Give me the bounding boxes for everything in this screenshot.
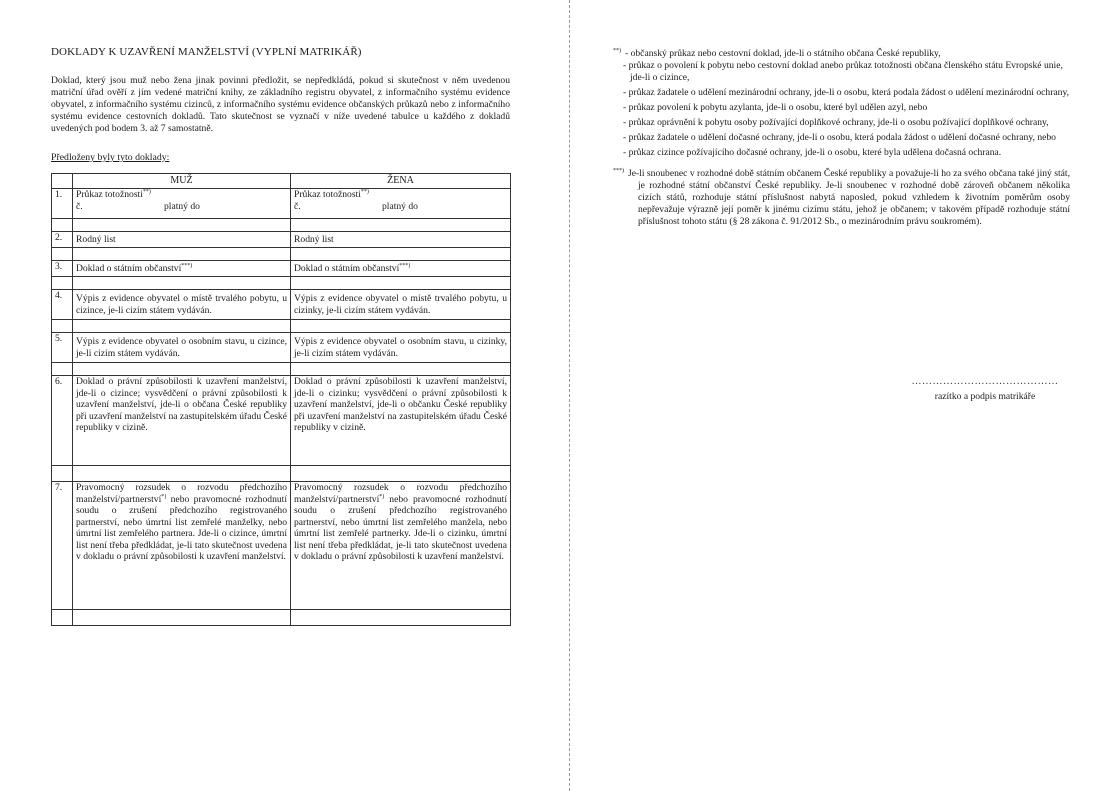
signature-block [910,376,1060,402]
table-row [52,232,511,248]
man-cell: Výpis z evidence obyvatel o místě trvalého pobytu, u cizince, je-li cizím státem vydáván. [73,290,291,320]
row-number: 4. [52,290,73,320]
woman-cell: Výpis z evidence obyvatel o osobním stavu, u cizinky, je-li cizím státem vydáván. [291,333,511,363]
man-cell: Doklad o právní způsobilosti k uzavření manželství, jde-li o cizince; vysvědčení o právní způsobilosti k uzavření manželství, jde-li o občana České republiky při uzavření manželství na zastupitelském úřadu České republiky v cizině. [73,376,291,466]
footnote-item: - průkaz žadatele o udělení dočasné ochrany, jde-li o osobu, která podala žádost o udělení dočasné ochrany, nebo [623,132,1056,143]
footnote-mark: **) [142,188,151,195]
row-number: 5. [52,333,73,363]
man-cell [73,261,291,277]
signature-line: …………………………………… [911,376,1059,387]
spacer-row [52,248,511,261]
spacer-row [52,466,511,482]
footnote-item: - průkaz žadatele o udělení mezinárodní ochrany, jde-li o osobu, která podala žádost o udělení mezinárodní ochrany, [623,87,1070,98]
table-row [52,376,511,466]
cell-text: nebo pravomocné rozhodnutí soudu o zrušení předchozího registrovaného partnerství, nebo úmrtní list zemřelého manžela, nebo úmrtní list zemřelé partnerky. Jde-li o cizinku, úmrtní list není třeba předkládat, je-li tato skutečnost uvedena v dokladu o právní způsobilosti k uzavření manželství. [294,493,507,562]
footnote-mark: ***) [181,262,193,269]
table-row [52,189,511,219]
footnote-mark: *) [379,493,385,500]
citizenship-label: Doklad o státním občanství [76,262,182,274]
row-number: 2. [52,232,73,248]
spacer-row [52,277,511,290]
footnote-text: Je-li snoubenec v rozhodné době státním občanem České republiky a považuje-li ho za svého občana také jiný stát, je rozhodné státní občanství České republiky. Je-li snoubenec v rozhodné době zároveň občanem několika cizích států, rozhoduje státní příslušnost nabytá naposled, pokud vzhledem k životním poměrům osoby nepřevažuje výrazně její poměr k jinému cizímu státu, jehož je občanem; v takovém případě rozhoduje státní příslušnost tohoto státu (§ 28 zákona č. 91/2012 Sb., o mezinárodním právu soukromém). [628,168,1070,227]
woman-cell [291,189,511,219]
spacer-row [52,219,511,232]
table-row [52,261,511,277]
footnote-list [613,60,1070,159]
id-number-label: č. [76,200,83,212]
spacer-row [52,610,511,626]
intro-paragraph: Doklad, který jsou muž nebo žena jinak povinni předložit, se nepředkládá, pokud si skutečnost v něm uvedenou matriční úřad ověří z jím vedené matriční knihy, ze základního registru obyvatel, z informačního systému evidence obyvatel, z informačního systému cizinců, z informačního systému evidence občanských průkazů nebo z informačního systému evidence cestovních dokladů. Tato skutečnost se vyznačí v níže uvedené tabulce u každého z dokladů uvedených pod bodem 3. až 7 samostatně. [51,75,510,134]
row-number: 3. [52,261,73,277]
cell-text: Pravomocný rozsudek o rozvodu předchozího manželství/partnerství [294,482,507,505]
table-row [52,333,511,363]
woman-cell [291,261,511,277]
footnote-item: - občanský průkaz nebo cestovní doklad, jde-li o státního občana České republiky, [625,48,941,59]
documents-table [51,173,511,626]
valid-until-label: platný do [382,200,418,212]
id-card-label: Průkaz totožnosti [76,189,143,200]
right-page [613,48,1070,228]
spacer-row [52,363,511,376]
id-card-label: Průkaz totožnosti [294,189,361,200]
man-cell [73,482,291,610]
page-divider [569,0,570,791]
man-cell: Rodný list [73,232,291,248]
row-number: 1. [52,189,73,219]
table-row [52,290,511,320]
woman-cell: Výpis z evidence obyvatel o místě trvalého pobytu, u cizinky, je-li cizím státem vydáván. [291,290,511,320]
row-number: 6. [52,376,73,466]
woman-cell: Doklad o právní způsobilosti k uzavření manželství, jde-li o cizinku; vysvědčení o právní způsobilosti k uzavření manželství, jde-li o občanku České republiky při uzavření manželství na zastupitelském úřadu České republiky v cizině. [291,376,511,466]
id-number-label: č. [294,200,301,212]
valid-until-label: platný do [164,200,200,212]
man-cell: Výpis z evidence obyvatel o osobním stavu, u cizince, je-li cizím státem vydáván. [73,333,291,363]
footnote-mark: **) [613,47,621,54]
citizenship-label: Doklad o státním občanství [294,262,400,274]
table-header-row [52,174,511,189]
footnote-item: - průkaz o povolení k pobytu nebo cestovní doklad anebo průkaz totožnosti občana členského státu Evropské unie, jde-li o cizince, [623,60,1063,83]
woman-cell: Rodný list [291,232,511,248]
footnote-mark: **) [360,188,369,195]
page-title: DOKLADY K UZAVŘENÍ MANŽELSTVÍ (VYPLNÍ MATRIKÁŘ) [51,46,362,58]
footnote-item: - průkaz cizince požívajícího dočasné ochrany, jde-li o osobu, které byla udělena dočasná ochrana. [623,147,1002,158]
cell-text: nebo pravomocné rozhodnutí soudu o zrušení předchozího registrovaného partnerství, nebo úmrtní list zemřelé manželky, nebo úmrtní list zemřelého partnera. Jde-li o cizince, úmrtní list není třeba předkládat, je-li tato skutečnost uvedena v dokladu o právní způsobilosti k uzavření manželství. [76,493,287,562]
row-number: 7. [52,482,73,610]
footnote-mark: ***) [613,167,624,174]
footnote-item: - průkaz povolení k pobytu azylanta, jde-li o osobu, které byl udělen azyl, nebo [623,102,928,113]
header-woman: ŽENA [291,174,511,189]
header-num [52,174,73,189]
footnote-mark: *) [161,493,167,500]
table-row [52,482,511,610]
cell-text: Pravomocný rozsudek o rozvodu předchozího manželství/partnerství [76,482,287,505]
left-page [51,46,510,626]
footnote-citizenship [613,168,1070,228]
signature-label: razítko a podpis matrikáře [934,391,1036,402]
footnote-id-documents [613,48,1070,60]
footnote-mark: ***) [399,262,411,269]
header-man: MUŽ [73,174,291,189]
footnote-item: - průkaz oprávnění k pobytu osoby požívající doplňkové ochrany, jde-li o osobu požívající doplňkové ochrany, [623,117,1049,128]
documents-lead: Předloženy byly tyto doklady: [51,152,170,163]
spacer-row [52,320,511,333]
man-cell [73,189,291,219]
woman-cell [291,482,511,610]
